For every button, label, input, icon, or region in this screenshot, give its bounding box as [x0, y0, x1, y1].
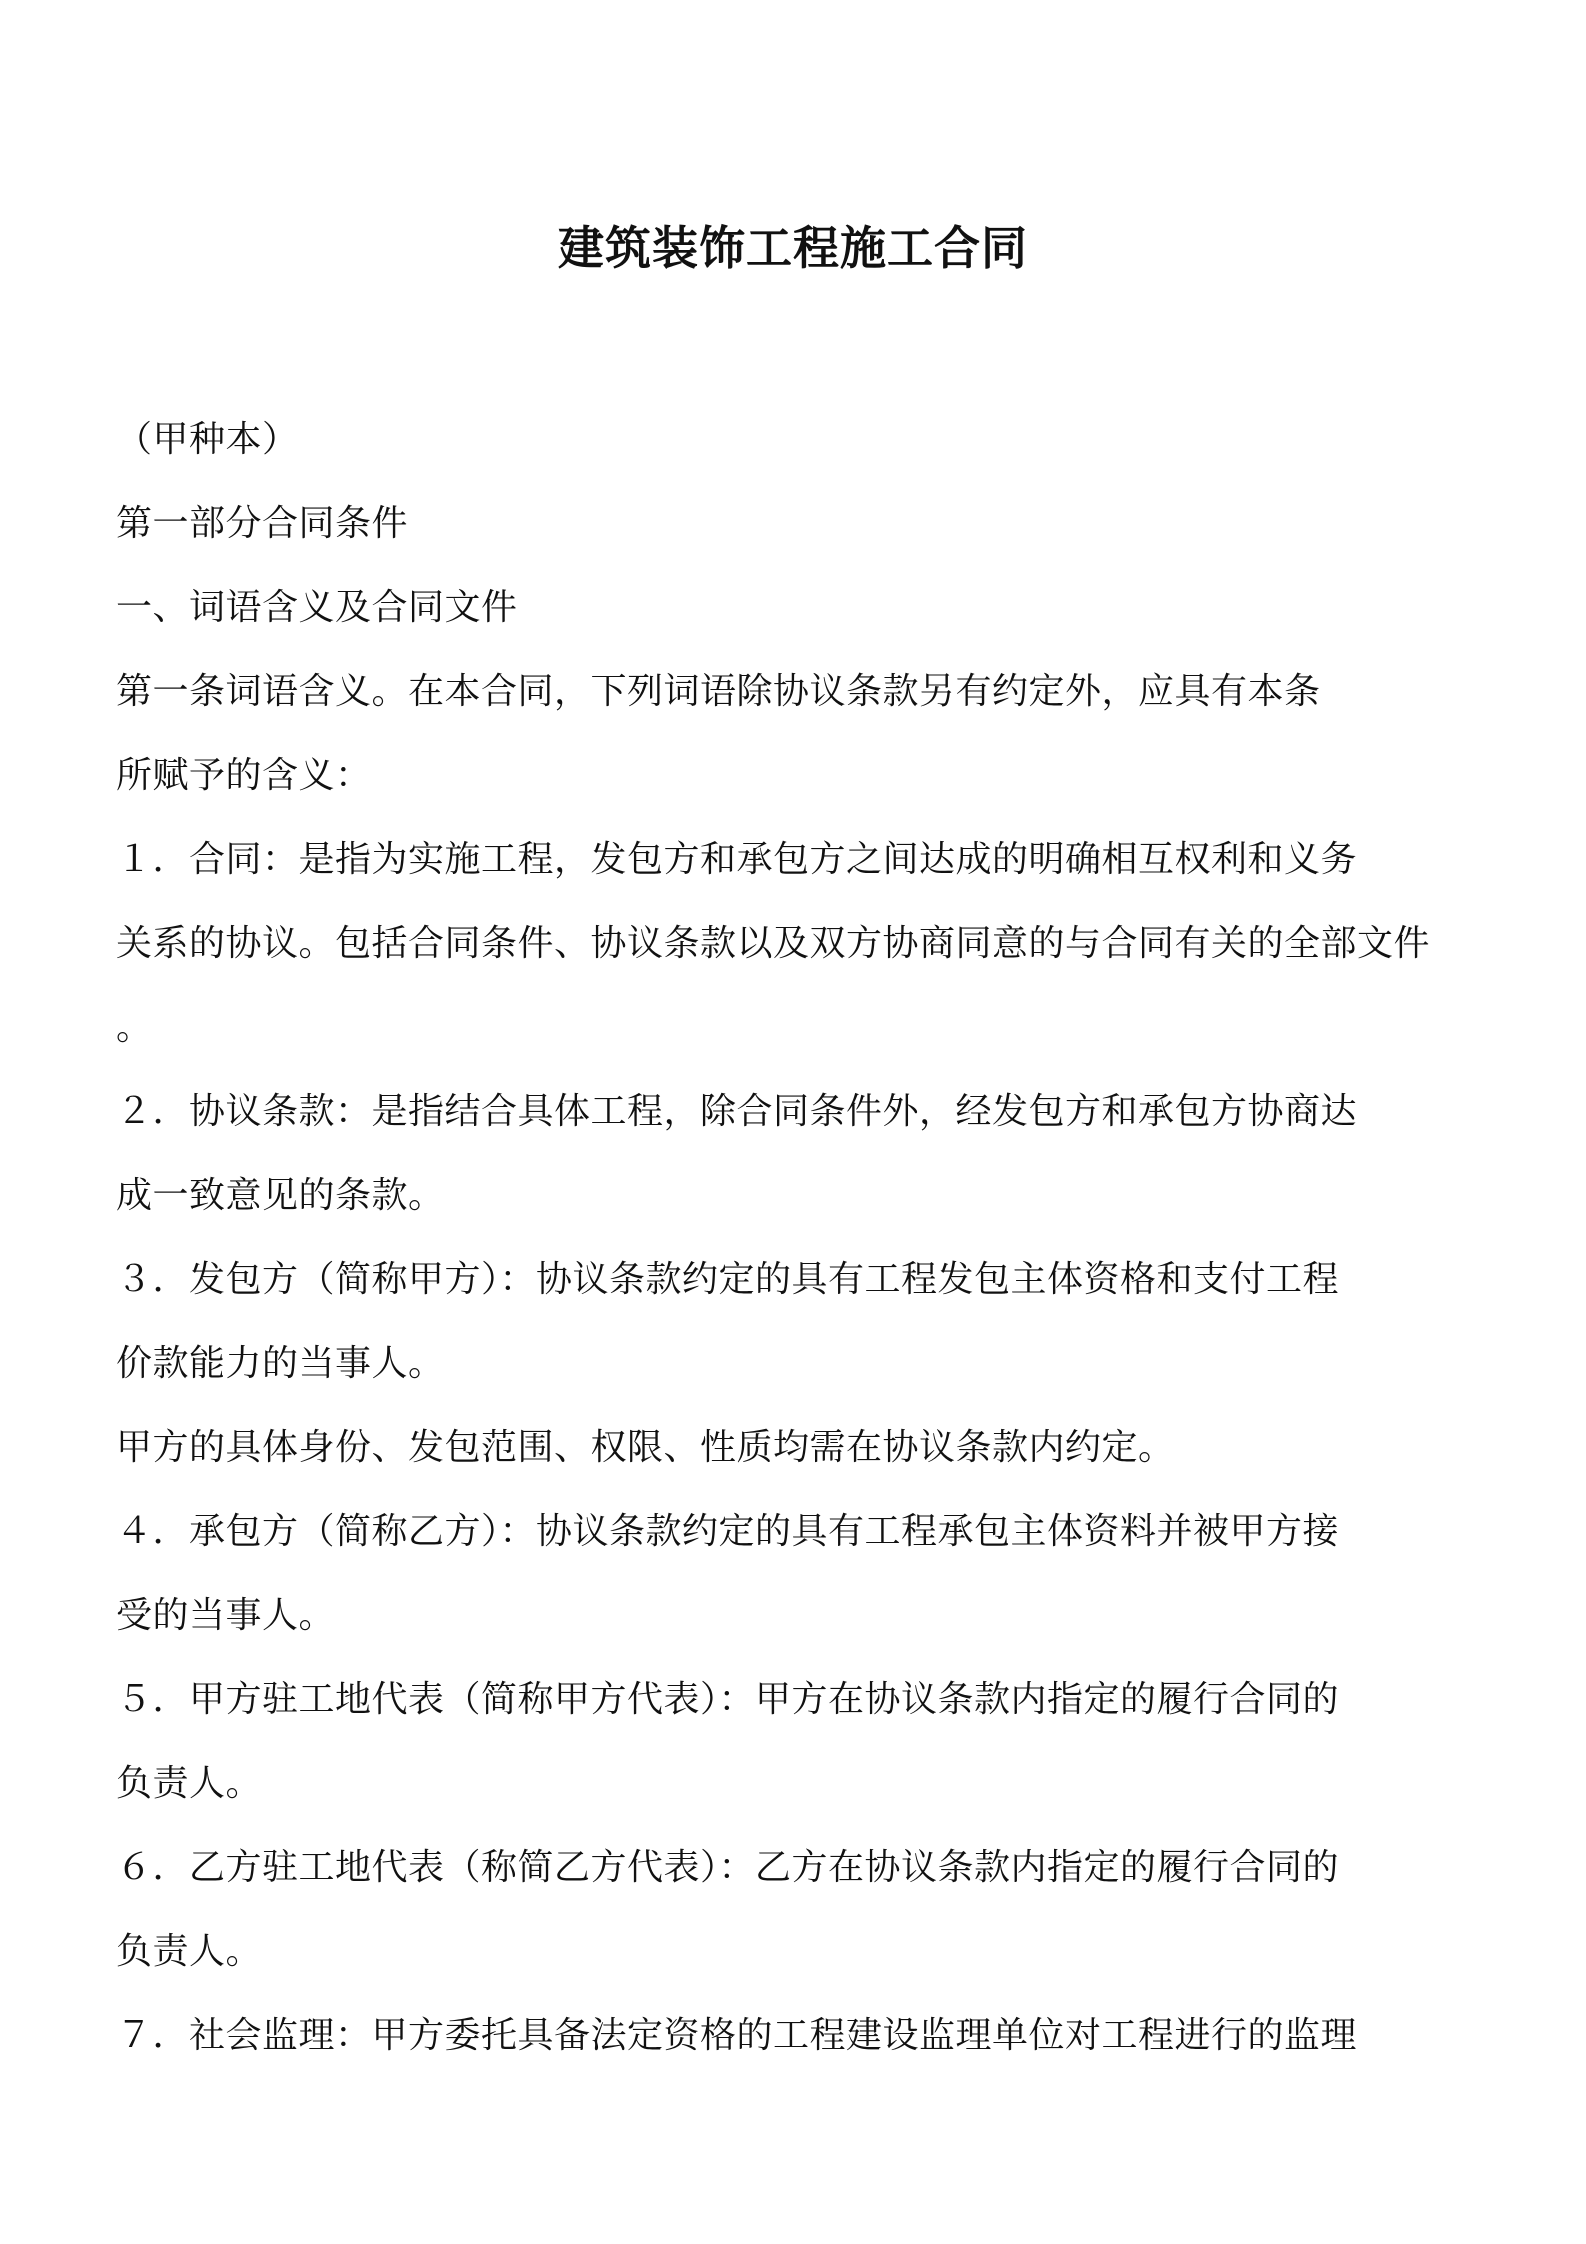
paragraph-line: 第一条词语含义。在本合同，下列词语除协议条款另有约定外，应具有本条	[116, 671, 1321, 712]
paragraph-line: １．合同：是指为实施工程，发包方和承包方之间达成的明确相互权利和义务	[116, 839, 1358, 880]
paragraph-line: ３．发包方（简称甲方）：协议条款约定的具有工程发包主体资格和支付工程	[116, 1259, 1340, 1300]
paragraph-line: 成一致意见的条款。	[116, 1175, 445, 1216]
paragraph-line: 受的当事人。	[116, 1595, 336, 1636]
paragraph-line: 关系的协议。包括合同条件、协议条款以及双方协商同意的与合同有关的全部文件	[116, 923, 1431, 964]
document-title: 建筑装饰工程施工合同	[558, 221, 1028, 275]
paragraph-line: ６．乙方驻工地代表（称简乙方代表）：乙方在协议条款内指定的履行合同的	[116, 1847, 1340, 1888]
paragraph-line: ４．承包方（简称乙方）：协议条款约定的具有工程承包主体资料并被甲方接	[116, 1511, 1340, 1552]
edition-label: （甲种本）	[116, 419, 299, 460]
paragraph-line: 负责人。	[116, 1763, 263, 1804]
section-heading: 一、词语含义及合同文件	[116, 587, 518, 628]
paragraph-line: 所赋予的含义：	[116, 755, 372, 796]
paragraph-line: ７．社会监理：甲方委托具备法定资格的工程建设监理单位对工程进行的监理	[116, 2015, 1358, 2056]
paragraph-line: 。	[116, 1007, 153, 1048]
paragraph-line: 负责人。	[116, 1931, 263, 1972]
paragraph-line: 甲方的具体身份、发包范围、权限、性质均需在协议条款内约定。	[116, 1427, 1175, 1468]
part-heading: 第一部分合同条件	[116, 503, 409, 544]
paragraph-line: 价款能力的当事人。	[116, 1343, 445, 1384]
paragraph-line: ５．甲方驻工地代表（简称甲方代表）：甲方在协议条款内指定的履行合同的	[116, 1679, 1340, 1720]
paragraph-line: ２．协议条款：是指结合具体工程，除合同条件外，经发包方和承包方协商达	[116, 1091, 1358, 1132]
